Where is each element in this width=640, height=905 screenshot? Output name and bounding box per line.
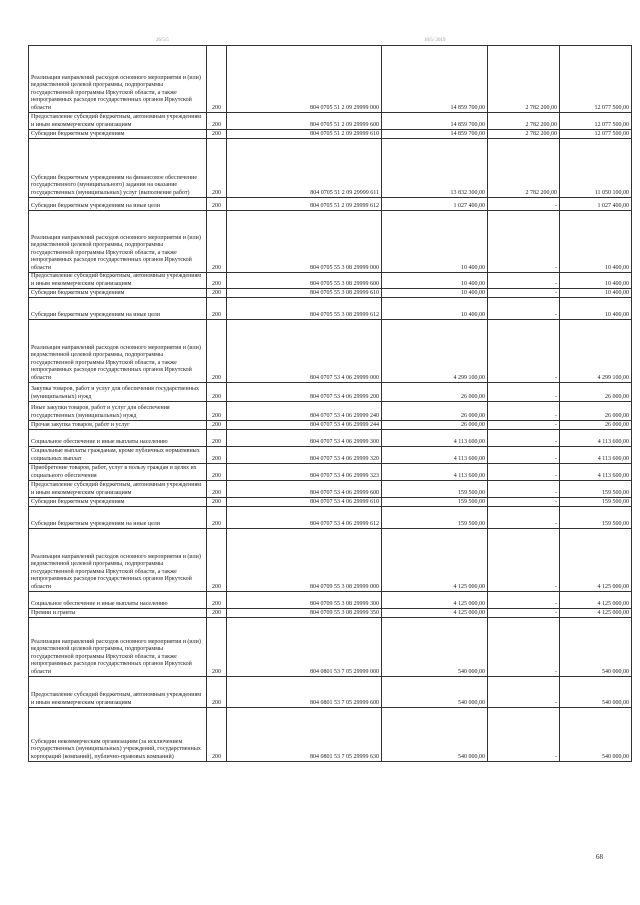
table-row	[29, 383, 632, 402]
row-amount-result: 12 077 500,00	[560, 113, 632, 130]
row-classifier: 804 0705 55 3 08 29999 610	[227, 289, 382, 298]
row-amount-change: -	[488, 383, 560, 402]
row-classifier: 804 0705 55 3 08 29999 612	[227, 298, 382, 320]
row-amount-change: 2 782 200,00	[488, 139, 560, 198]
row-amount-total: 10 400,00	[382, 298, 488, 320]
row-amount-change: -	[488, 592, 560, 609]
row-amount-result: 540 000,00	[560, 677, 632, 708]
row-classifier: 804 0801 53 7 05 29999 630	[227, 708, 382, 762]
row-amount-change: -	[488, 289, 560, 298]
row-amount-change: -	[488, 320, 560, 383]
row-amount-result: 12 077 500,00	[560, 46, 632, 113]
row-code: 200	[207, 498, 227, 507]
row-amount-result: 4 125 000,00	[560, 592, 632, 609]
row-name: Предоставление субсидий бюджетным, автономным учреждениям и иным некоммерческим организациям	[29, 481, 207, 498]
row-classifier: 804 0707 53 4 06 29999 300	[227, 430, 382, 447]
row-amount-result: 10 400,00	[560, 211, 632, 273]
row-classifier: 804 0801 53 7 05 29999 000	[227, 618, 382, 677]
table-row	[29, 402, 632, 421]
row-amount-change: -	[488, 421, 560, 430]
row-code: 200	[207, 592, 227, 609]
row-amount-change: -	[488, 677, 560, 708]
row-code: 200	[207, 430, 227, 447]
table-row	[29, 139, 632, 198]
row-amount-total: 159 500,00	[382, 481, 488, 498]
row-name: Социальные выплаты гражданам, кроме публичных нормативных социальных выплат	[29, 447, 207, 464]
row-name: Реализация направлений расходов основного мероприятия и (или) ведомственной целевой программы, подпрограммы государственной программы Иркутской области, а также непрограммных расходов государственных органов Иркутской области	[29, 618, 207, 677]
row-amount-result: 4 113 600,00	[560, 430, 632, 447]
row-amount-result: 11 050 100,00	[560, 139, 632, 198]
row-amount-result: 4 113 600,00	[560, 464, 632, 481]
row-amount-result: 26 000,00	[560, 421, 632, 430]
row-amount-result: 4 299 100,00	[560, 320, 632, 383]
row-amount-change: -	[488, 298, 560, 320]
row-amount-total: 14 859 700,00	[382, 113, 488, 130]
row-classifier: 804 0705 51 2 09 29999 000	[227, 46, 382, 113]
row-name: Премии и гранты	[29, 609, 207, 618]
row-code: 200	[207, 708, 227, 762]
row-code: 200	[207, 447, 227, 464]
row-name: Субсидии бюджетным учреждениям на иные цели	[29, 507, 207, 529]
row-amount-result: 1 027 400,00	[560, 198, 632, 211]
row-amount-change: -	[488, 464, 560, 481]
row-classifier: 804 0801 53 7 05 29999 600	[227, 677, 382, 708]
table-row	[29, 592, 632, 609]
row-name: Реализация направлений расходов основного мероприятия и (или) ведомственной целевой программы, подпрограммы государственной программы Иркутской области, а также непрограммных расходов государственных органов Иркутской области	[29, 529, 207, 592]
row-amount-result: 26 000,00	[560, 383, 632, 402]
row-classifier: 804 0707 53 4 06 29999 244	[227, 421, 382, 430]
row-classifier: 804 0707 53 4 06 29999 000	[227, 320, 382, 383]
row-amount-total: 4 125 000,00	[382, 609, 488, 618]
row-code: 200	[207, 618, 227, 677]
row-amount-change: 2 782 200,00	[488, 113, 560, 130]
table-row	[29, 708, 632, 762]
row-amount-result: 26 000,00	[560, 402, 632, 421]
row-amount-result: 4 125 000,00	[560, 529, 632, 592]
row-classifier: 804 0707 53 4 06 29999 200	[227, 383, 382, 402]
row-amount-total: 13 832 300,00	[382, 139, 488, 198]
table-row	[29, 320, 632, 383]
row-name: Социальное обеспечение и иные выплаты населению	[29, 430, 207, 447]
row-amount-result: 10 400,00	[560, 273, 632, 289]
row-classifier: 804 0705 55 3 08 29999 600	[227, 273, 382, 289]
header-mark-right: 10/5/ 2019	[424, 38, 446, 43]
row-amount-result: 10 400,00	[560, 298, 632, 320]
row-amount-change: -	[488, 198, 560, 211]
row-amount-total: 10 400,00	[382, 273, 488, 289]
row-classifier: 804 0707 53 4 06 29999 323	[227, 464, 382, 481]
row-amount-change: -	[488, 447, 560, 464]
row-name: Предоставление субсидий бюджетным, автономным учреждениям и иным некоммерческим организациям	[29, 113, 207, 130]
table-row	[29, 273, 632, 289]
row-classifier: 804 0707 53 4 06 29999 320	[227, 447, 382, 464]
table-row	[29, 609, 632, 618]
table-row	[29, 130, 632, 139]
row-amount-total: 4 299 100,00	[382, 320, 488, 383]
row-classifier: 804 0707 53 4 06 29999 610	[227, 498, 382, 507]
table-row	[29, 481, 632, 498]
row-amount-total: 4 113 600,00	[382, 447, 488, 464]
row-amount-total: 4 113 600,00	[382, 430, 488, 447]
row-classifier: 804 0705 51 2 09 29999 600	[227, 113, 382, 130]
table-row	[29, 298, 632, 320]
table-row	[29, 211, 632, 273]
row-name: Субсидии бюджетным учреждениям	[29, 289, 207, 298]
row-amount-total: 159 500,00	[382, 507, 488, 529]
row-name: Субсидии некоммерческим организациям (за исключением государственных (муниципальных) учреждений, государственных корпораций (компаний), публично-правовых компаний)	[29, 708, 207, 762]
row-name: Субсидии бюджетным учреждениям на иные цели	[29, 198, 207, 211]
row-amount-total: 1 027 400,00	[382, 198, 488, 211]
row-amount-total: 4 125 000,00	[382, 592, 488, 609]
row-code: 200	[207, 139, 227, 198]
row-code: 200	[207, 198, 227, 211]
table-row	[29, 677, 632, 708]
row-classifier: 804 0709 55 3 08 29999 350	[227, 609, 382, 618]
row-classifier: 804 0707 53 4 06 29999 612	[227, 507, 382, 529]
table-row	[29, 198, 632, 211]
row-amount-result: 159 500,00	[560, 498, 632, 507]
row-amount-change: -	[488, 273, 560, 289]
row-amount-change: 2 782 200,00	[488, 130, 560, 139]
row-amount-total: 540 000,00	[382, 677, 488, 708]
row-classifier: 804 0705 51 2 09 29999 612	[227, 198, 382, 211]
row-classifier: 804 0705 51 2 09 29999 610	[227, 130, 382, 139]
row-name: Субсидии бюджетным учреждениям	[29, 130, 207, 139]
row-name: Реализация направлений расходов основного мероприятия и (или) ведомственной целевой программы, подпрограммы государственной программы Иркутской области, а также непрограммных расходов государственных органов Иркутской области	[29, 211, 207, 273]
row-amount-result: 4 125 000,00	[560, 609, 632, 618]
row-amount-change: -	[488, 430, 560, 447]
row-amount-result: 159 500,00	[560, 481, 632, 498]
row-name: Субсидии бюджетным учреждениям на финансовое обеспечение государственного (муниципального) задания на оказание государственных (муниципальных) услуг (выполнение работ)	[29, 139, 207, 198]
table-row	[29, 430, 632, 447]
row-classifier: 804 0709 55 3 08 29999 300	[227, 592, 382, 609]
row-code: 200	[207, 507, 227, 529]
row-name: Субсидии бюджетным учреждениям на иные цели	[29, 298, 207, 320]
row-code: 200	[207, 130, 227, 139]
row-amount-total: 26 000,00	[382, 383, 488, 402]
row-amount-total: 4 125 000,00	[382, 529, 488, 592]
row-name: Реализация направлений расходов основного мероприятия и (или) ведомственной целевой программы, подпрограммы государственной программы Иркутской области, а также непрограммных расходов государственных органов Иркутской области	[29, 46, 207, 113]
row-amount-change: -	[488, 402, 560, 421]
row-code: 200	[207, 481, 227, 498]
row-classifier: 804 0705 55 3 08 29999 000	[227, 211, 382, 273]
row-amount-total: 540 000,00	[382, 618, 488, 677]
table-row	[29, 46, 632, 113]
row-amount-result: 159 500,00	[560, 507, 632, 529]
table-row	[29, 113, 632, 130]
row-amount-total: 540 000,00	[382, 708, 488, 762]
row-code: 200	[207, 421, 227, 430]
row-amount-change: -	[488, 609, 560, 618]
row-code: 200	[207, 298, 227, 320]
row-name: Предоставление субсидий бюджетным, автономным учреждениям и иным некоммерческим организациям	[29, 677, 207, 708]
row-amount-change: -	[488, 211, 560, 273]
row-code: 200	[207, 529, 227, 592]
page-number: 68	[596, 853, 603, 861]
row-code: 200	[207, 609, 227, 618]
table-row	[29, 447, 632, 464]
row-name: Приобретение товаров, работ, услуг в пользу граждан в целях их социального обеспечения	[29, 464, 207, 481]
row-code: 200	[207, 289, 227, 298]
row-amount-change: -	[488, 498, 560, 507]
row-name: Реализация направлений расходов основного мероприятия и (или) ведомственной целевой программы, подпрограммы государственной программы Иркутской области, а также непрограммных расходов государственных органов Иркутской области	[29, 320, 207, 383]
row-code: 200	[207, 211, 227, 273]
row-code: 200	[207, 464, 227, 481]
budget-table-body	[29, 46, 632, 762]
row-amount-total: 26 000,00	[382, 421, 488, 430]
header-mark-left: 26/5/5	[156, 38, 169, 43]
row-amount-result: 10 400,00	[560, 289, 632, 298]
row-amount-change: -	[488, 507, 560, 529]
row-amount-change: 2 782 200,00	[488, 46, 560, 113]
row-name: Социальное обеспечение и иные выплаты населению	[29, 592, 207, 609]
table-row	[29, 421, 632, 430]
row-amount-result: 540 000,00	[560, 708, 632, 762]
row-amount-result: 4 113 600,00	[560, 447, 632, 464]
table-row	[29, 618, 632, 677]
row-code: 200	[207, 677, 227, 708]
row-amount-change: -	[488, 618, 560, 677]
row-amount-result: 12 077 500,00	[560, 130, 632, 139]
table-row	[29, 529, 632, 592]
row-code: 200	[207, 46, 227, 113]
row-code: 200	[207, 383, 227, 402]
row-code: 200	[207, 320, 227, 383]
row-name: Субсидии бюджетным учреждениям	[29, 498, 207, 507]
table-row	[29, 289, 632, 298]
row-name: Иные закупки товаров, работ и услуг для обеспечения государственных (муниципальных) нужд	[29, 402, 207, 421]
row-classifier: 804 0705 51 2 09 29999 611	[227, 139, 382, 198]
row-amount-total: 14 859 700,00	[382, 130, 488, 139]
row-classifier: 804 0709 55 3 08 29999 000	[227, 529, 382, 592]
row-amount-total: 159 500,00	[382, 498, 488, 507]
budget-table	[28, 45, 632, 762]
table-row	[29, 507, 632, 529]
row-amount-total: 10 400,00	[382, 289, 488, 298]
row-amount-result: 540 000,00	[560, 618, 632, 677]
row-amount-change: -	[488, 481, 560, 498]
table-row	[29, 498, 632, 507]
row-code: 200	[207, 113, 227, 130]
row-amount-total: 4 113 600,00	[382, 464, 488, 481]
table-row	[29, 464, 632, 481]
row-code: 200	[207, 273, 227, 289]
row-name: Закупка товаров, работ и услуг для обеспечения государственных (муниципальных) нужд	[29, 383, 207, 402]
row-amount-total: 26 000,00	[382, 402, 488, 421]
row-classifier: 804 0707 53 4 06 29999 240	[227, 402, 382, 421]
row-classifier: 804 0707 53 4 06 29999 600	[227, 481, 382, 498]
row-amount-total: 10 400,00	[382, 211, 488, 273]
row-amount-change: -	[488, 529, 560, 592]
row-code: 200	[207, 402, 227, 421]
row-amount-change: -	[488, 708, 560, 762]
row-amount-total: 14 859 700,00	[382, 46, 488, 113]
row-name: Прочая закупка товаров, работ и услуг	[29, 421, 207, 430]
row-name: Предоставление субсидий бюджетным, автономным учреждениям и иным некоммерческим организациям	[29, 273, 207, 289]
